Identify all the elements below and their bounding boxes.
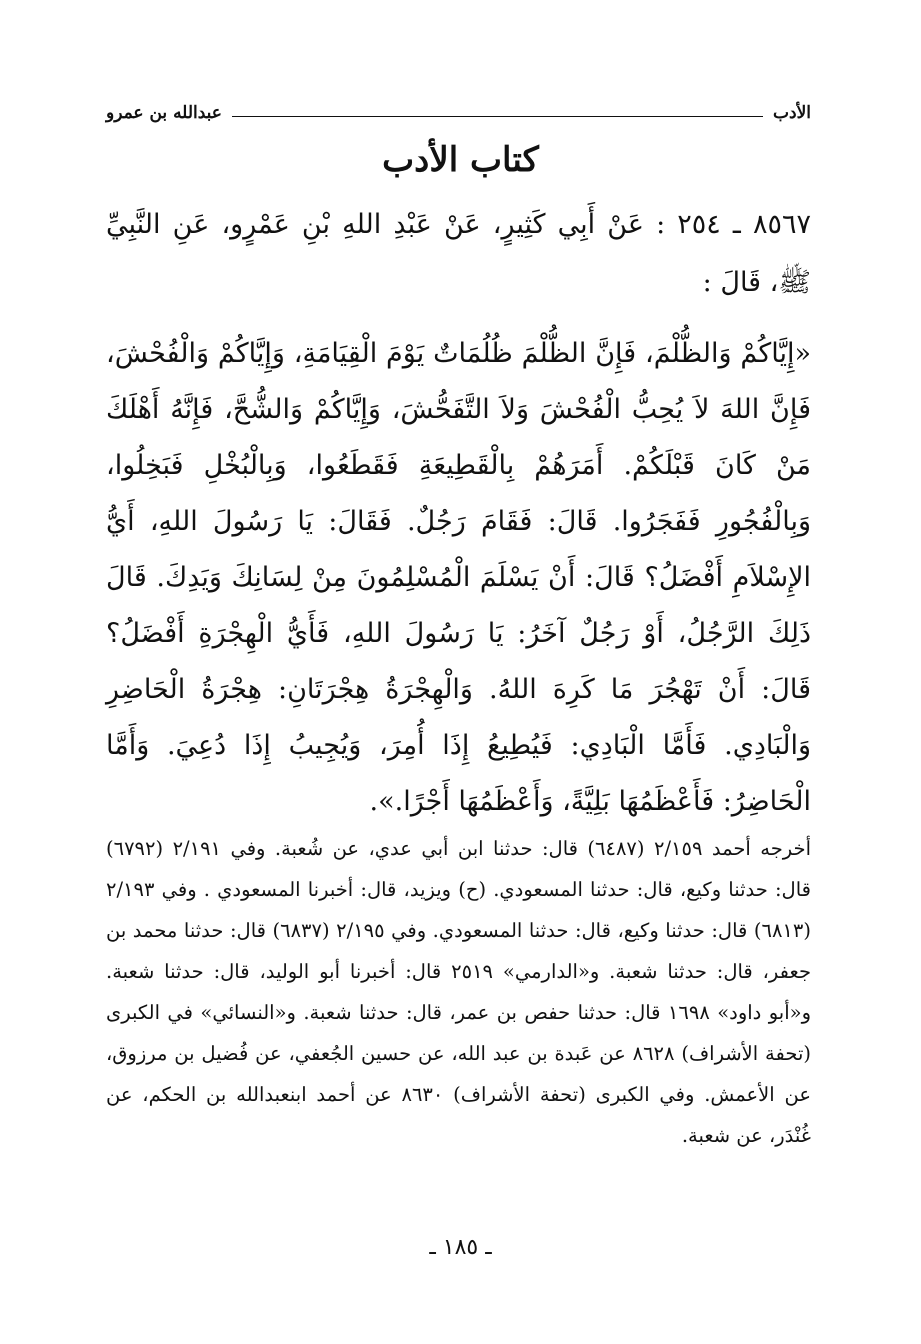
- page-title: كتاب الأدب: [382, 140, 539, 180]
- hadith-block: [106, 196, 811, 830]
- takhrij-notes: أخرجه أحمد ٢/١٥٩ (٦٤٨٧) قال: حدثنا ابن أبي عدي، عن شُعبة. وفي ٢/١٩١ (٦٧٩٢) قال: حدثنا وكيع، قال: حدثنا المسعودي. (ح) ويزيد، قال: أخبرنا المسعودي . وفي ٢/١٩٣ (٦٨١٣) قال: حدثنا وكيع، قال: حدثنا المسعودي. وفي ٢/١٩٥ (٦٨٣٧) قال: حدثنا محمد بن جعفر، قال: حدثنا شعبة. و«الدارمي» ٢٥١٩ قال: أخبرنا أبو الوليد، قال: حدثنا شعبة. و«أبو داود» ١٦٩٨ قال: حدثنا حفص بن عمر، قال: حدثنا شعبة. و«النسائي» في الكبرى (تحفة الأشراف) ٨٦٢٨ عن عَبدة بن عبد الله، عن حسين الجُعفي، عن فُضيل بن مرزوق، عن الأعمش. وفي الكبرى (تحفة الأشراف) ٨٦٣٠ عن أحمد ابنعبدالله بن الحكم، عن غُنْدَر، عن شعبة.: [106, 837, 812, 1147]
- running-header-chapter: الأدب: [773, 103, 811, 123]
- hadith-number: ٨٥٦٧ ـ ٢٥٤ :: [656, 209, 811, 240]
- header-rule: [232, 116, 763, 117]
- running-header-narrator: عبدالله بن عمرو: [106, 103, 222, 123]
- hadith-matn: «إِيَّاكُمْ وَالظُّلْمَ، فَإِنَّ الظُّلْمَ ظُلُمَاتٌ يَوْمَ الْقِيَامَةِ، وَإِيَّاكُمْ وَالْفُحْشَ، فَإِنَّ اللهَ لاَ يُحِبُّ الْفُحْشَ وَلاَ التَّفَحُّشَ، وَإِيَّاكُمْ وَالشُّحَّ، فَإِنَّهُ أَهْلَكَ مَنْ كَانَ قَبْلَكُمْ. أَمَرَهُمْ بِالْقَطِيعَةِ فَقَطَعُوا، وَبِالْبُخْلِ فَبَخِلُوا، وَبِالْفُجُورِ فَفَجَرُوا. قَالَ: فَقَامَ رَجُلٌ. فَقَالَ: يَا رَسُولَ اللهِ، أَيُّ الإِسْلاَمِ أَفْضَلُ؟ قَالَ: أَنْ يَسْلَمَ الْمُسْلِمُونَ مِنْ لِسَانِكَ وَيَدِكَ. قَالَ ذَلِكَ الرَّجُلُ، أَوْ رَجُلٌ آخَرُ: يَا رَسُولَ اللهِ، فَأَيُّ الْهِجْرَةِ أَفْضَلُ؟ قَالَ: أَنْ تَهْجُرَ مَا كَرِهَ اللهُ. وَالْهِجْرَةُ هِجْرَتَانِ: هِجْرَةُ الْحَاضِرِ وَالْبَادِي. فَأَمَّا الْبَادِي: فَيُطِيعُ إِذَا أُمِرَ، وَيُجِيبُ إِذَا دُعِيَ. وَأَمَّا الْحَاضِرُ: فَأَعْظَمُهَا بَلِيَّةً، وَأَعْظَمُهَا أَجْرًا.».: [106, 338, 811, 817]
- page-number: ـ ١٨٥ ـ: [429, 1235, 492, 1260]
- hadith-isnad: عَنْ أَبِي كَثِيرٍ، عَنْ عَبْدِ اللهِ بْنِ عَمْرٍو، عَنِ النَّبِيِّ ﷺ، قَالَ :: [106, 209, 811, 298]
- running-header: [106, 98, 811, 128]
- hadith-isnad-paragraph: [106, 196, 811, 312]
